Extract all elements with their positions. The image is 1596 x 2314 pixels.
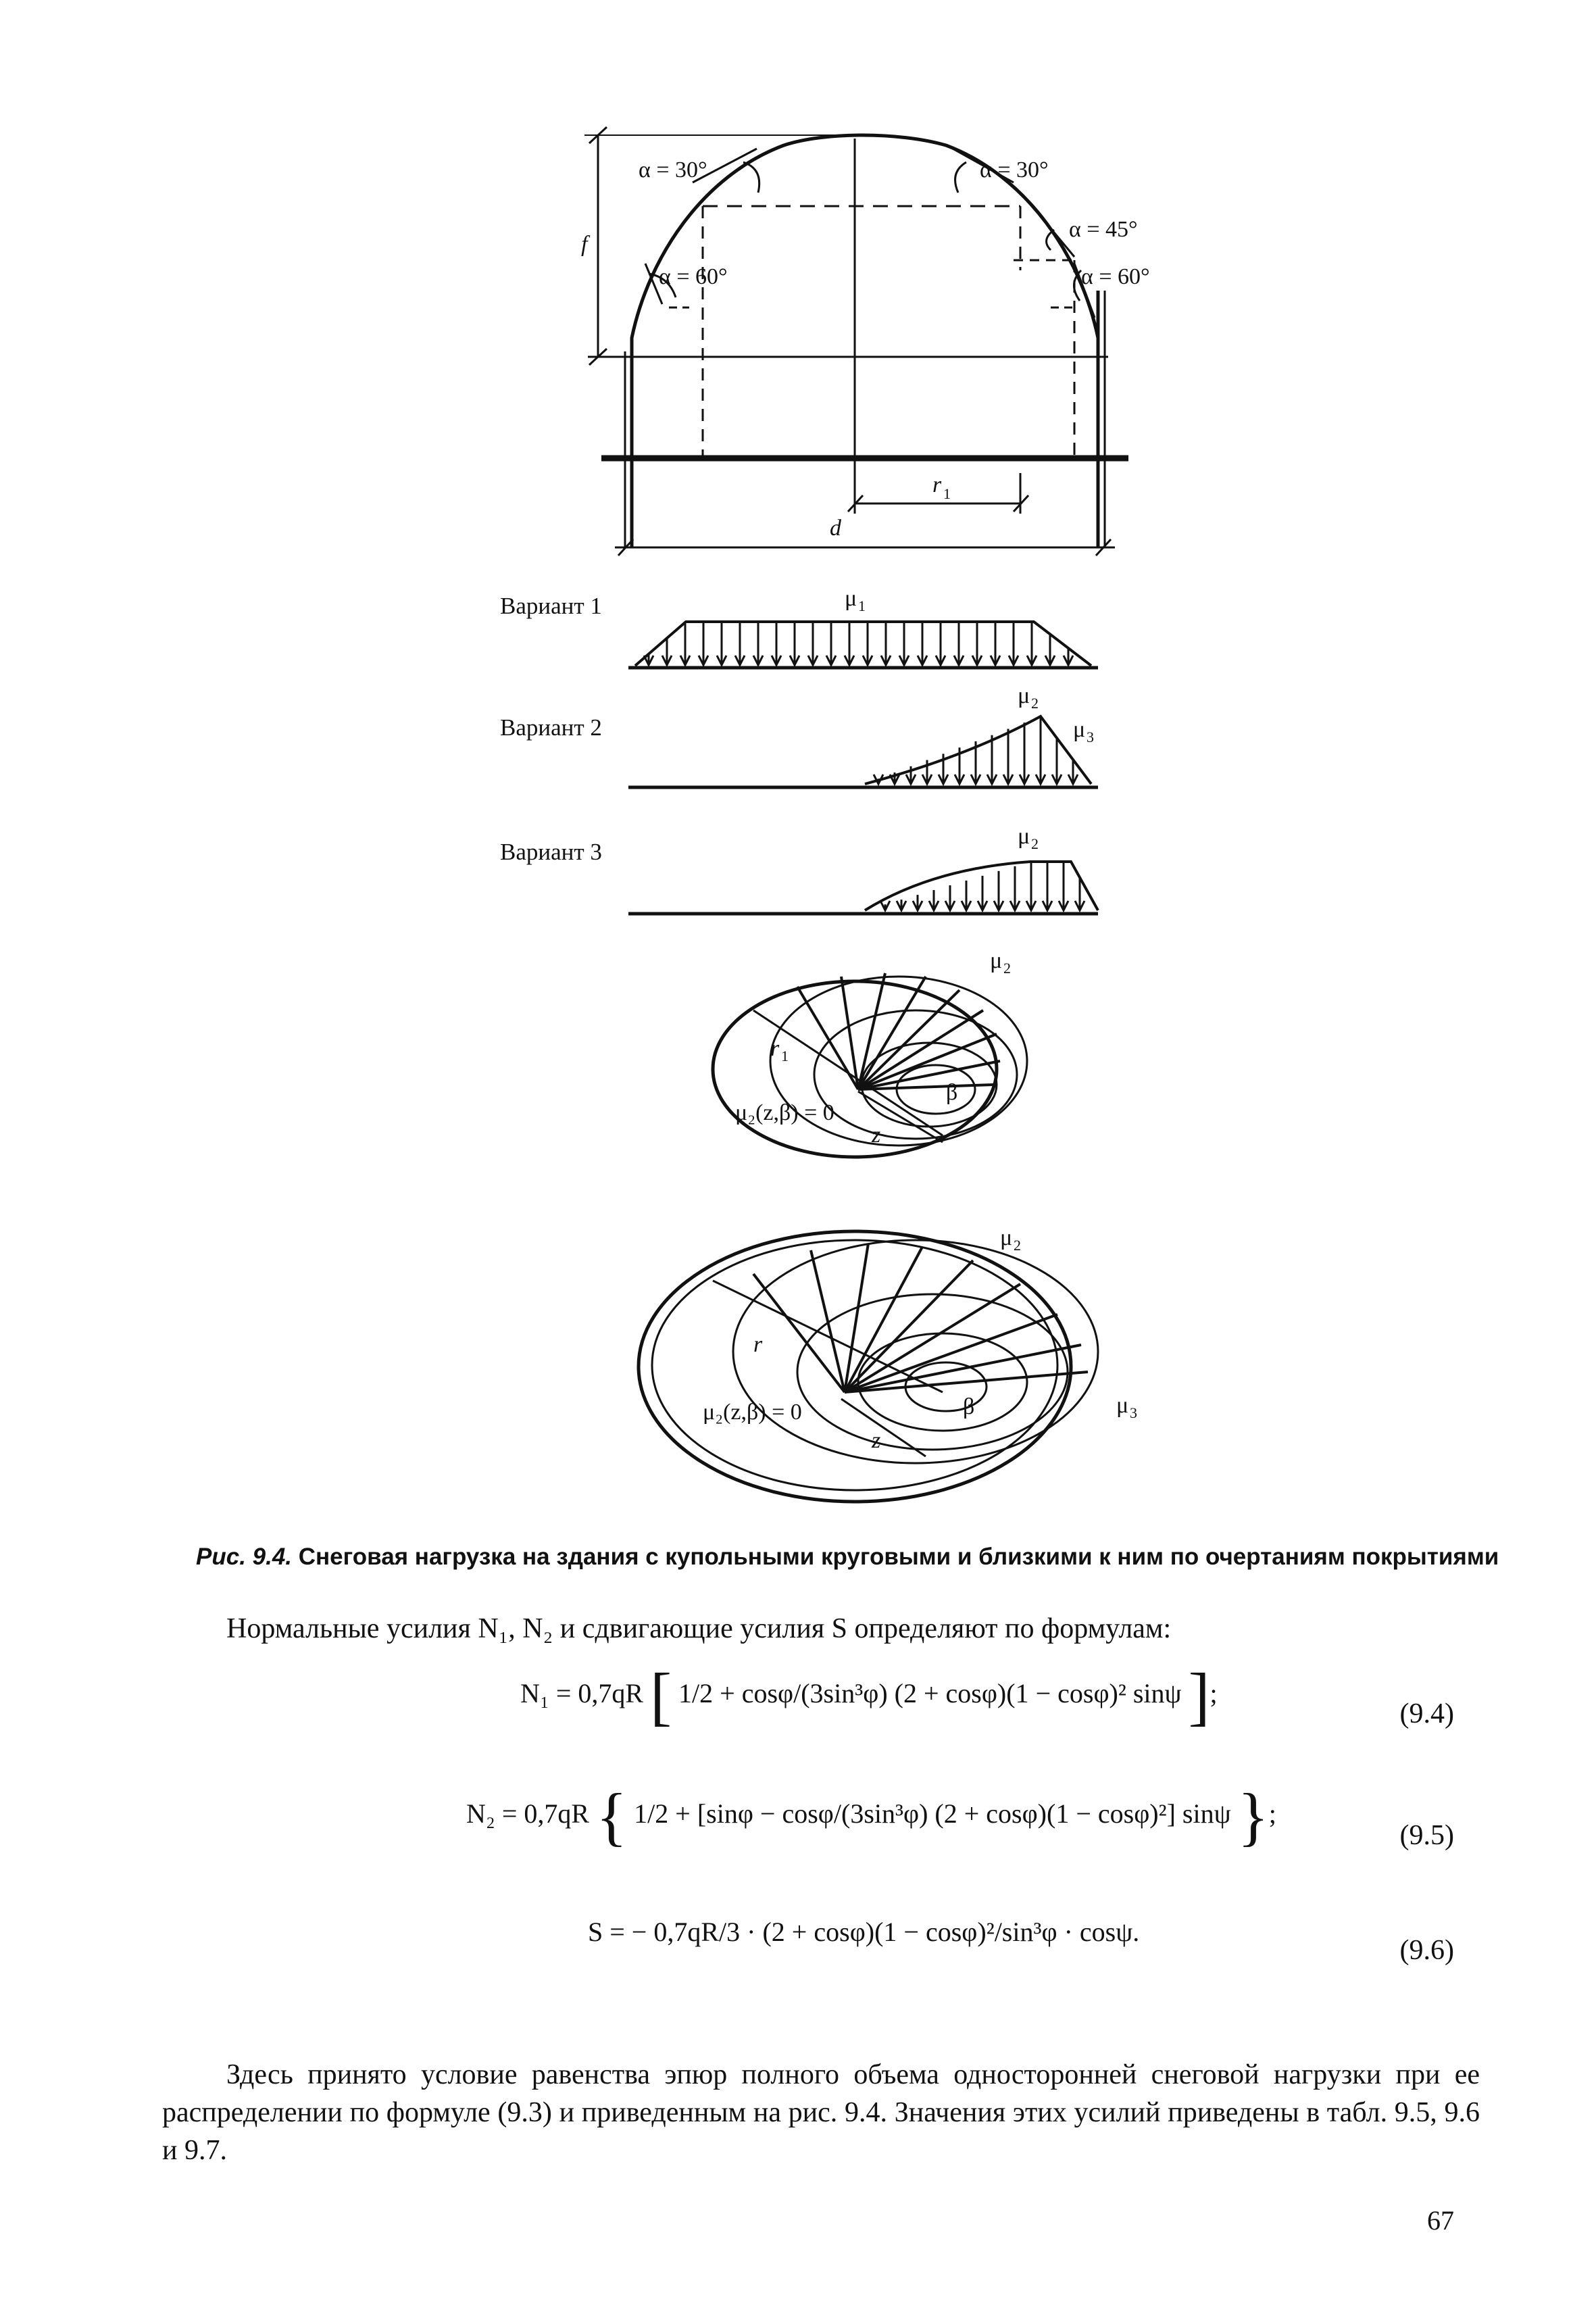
plan-r1-sub: 1: [781, 1048, 789, 1064]
mu3-label: μ: [1073, 717, 1086, 742]
radial-load-line: [845, 1345, 1081, 1392]
radial-load-line: [841, 977, 858, 1089]
mu3-sub: 3: [1087, 729, 1094, 745]
variant-1-label: Вариант 1: [500, 593, 602, 619]
figure-caption-label: Рис. 9.4.: [196, 1544, 293, 1570]
plan-z-label: z: [872, 1123, 881, 1148]
equation-body: 1/2 + cosφ/(3sin³φ) (2 + cosφ)(1 − cosφ)² sinψ: [678, 1678, 1182, 1709]
mu2-sub: 2: [1031, 835, 1039, 852]
mu2-label: μ: [1000, 1225, 1013, 1250]
radial-load-line: [845, 1372, 1088, 1392]
angle-label: α = 60°: [1081, 264, 1150, 289]
mu2-sub: 2: [1003, 960, 1011, 977]
angle-label: α = 45°: [1069, 217, 1138, 242]
equation-9-6: [588, 1916, 1139, 1948]
equation-text: N₁ = 0,7qR: [520, 1678, 644, 1709]
mu2-label: μ: [1018, 824, 1030, 849]
mu3-label: μ: [1116, 1393, 1129, 1418]
mu3-sub: 3: [1130, 1404, 1137, 1421]
dim-label-d: d: [830, 516, 841, 541]
angle-label: α = 60°: [659, 264, 728, 289]
dim-label-r1: r: [932, 472, 942, 497]
mu2-sub: 2: [1031, 695, 1039, 712]
variant-1-load-diagram: [628, 622, 1098, 668]
mu2-sub: 2: [1014, 1237, 1021, 1254]
plan-zero-label: μ₂(z,β) = 0: [735, 1100, 834, 1125]
conclusion-paragraph: Здесь принято условие равенства эпюр полного объема односторонней снеговой нагрузки при ее распределении по формуле (9.3) и приведенным на рис. 9.4. Значения этих усилий приведены в табл. 9.5, 9.6 и 9.7.: [162, 2059, 1480, 2166]
variant-2-label: Вариант 2: [500, 714, 602, 741]
plan-beta-label: β: [963, 1394, 975, 1419]
figure-caption-text: Снеговая нагрузка на здания с купольными круговыми и близкими к ним по очертаниям покрытиями: [298, 1544, 1499, 1570]
equation-number: (9.5): [1399, 1820, 1454, 1851]
dome-section: [584, 127, 1128, 556]
mu2-label: μ: [990, 948, 1003, 973]
equation-text: N₂ = 0,7qR: [466, 1798, 590, 1829]
variant-3-load-diagram: [628, 862, 1098, 914]
plan-zero-label: μ₂(z,β) = 0: [703, 1400, 802, 1425]
equation-number: (9.4): [1399, 1698, 1454, 1729]
plan-r-label: r: [753, 1332, 763, 1357]
angle-label: α = 30°: [980, 157, 1049, 182]
radial-load-line: [858, 973, 885, 1089]
equation-number: (9.6): [1399, 1935, 1454, 1966]
equation-9-4: N₁ = 0,7qR [ 1/2 + cosφ/(3sin³φ) (2 + cosφ)(1 − cosφ)² sinψ ];: [520, 1660, 1218, 1732]
equation-body: 0,7qR/3 · (2 + cosφ)(1 − cosφ)²/sin³φ · cosψ.: [653, 1917, 1140, 1947]
radial-load-line: [797, 987, 858, 1089]
angle-label: α = 30°: [639, 157, 707, 182]
variant-2-load-diagram: [628, 716, 1098, 787]
equation-body: 1/2 + [sinφ − cosφ/(3sin³φ) (2 + cosφ)(1 − cosφ)²] sinψ: [634, 1798, 1231, 1829]
equation-9-5: N₂ = 0,7qR { 1/2 + [sinφ − cosφ/(3sin³φ) (2 + cosφ)(1 − cosφ)²] sinψ };: [466, 1780, 1276, 1852]
intro-paragraph: Нормальные усилия N₁, N₂ и сдвигающие усилия S определяют по формулам:: [226, 1613, 1172, 1644]
plan-z-label: z: [872, 1428, 881, 1453]
figure-caption: [196, 1544, 1499, 1571]
equation-text: S = −: [588, 1917, 647, 1947]
mu2-label: μ: [1018, 683, 1030, 708]
plan-view-2: [639, 1231, 1098, 1502]
plan-r1-label: r: [770, 1036, 780, 1061]
variant-3-label: Вариант 3: [500, 839, 602, 865]
plan-beta-label: β: [946, 1080, 958, 1105]
plan-view-1: [713, 973, 1027, 1157]
dim-label-f: f: [581, 232, 588, 257]
mu1-label: μ: [845, 586, 857, 611]
page-number: 67: [1427, 2205, 1454, 2236]
dim-label-r1-sub: 1: [943, 485, 951, 502]
mu1-sub: 1: [858, 597, 866, 614]
